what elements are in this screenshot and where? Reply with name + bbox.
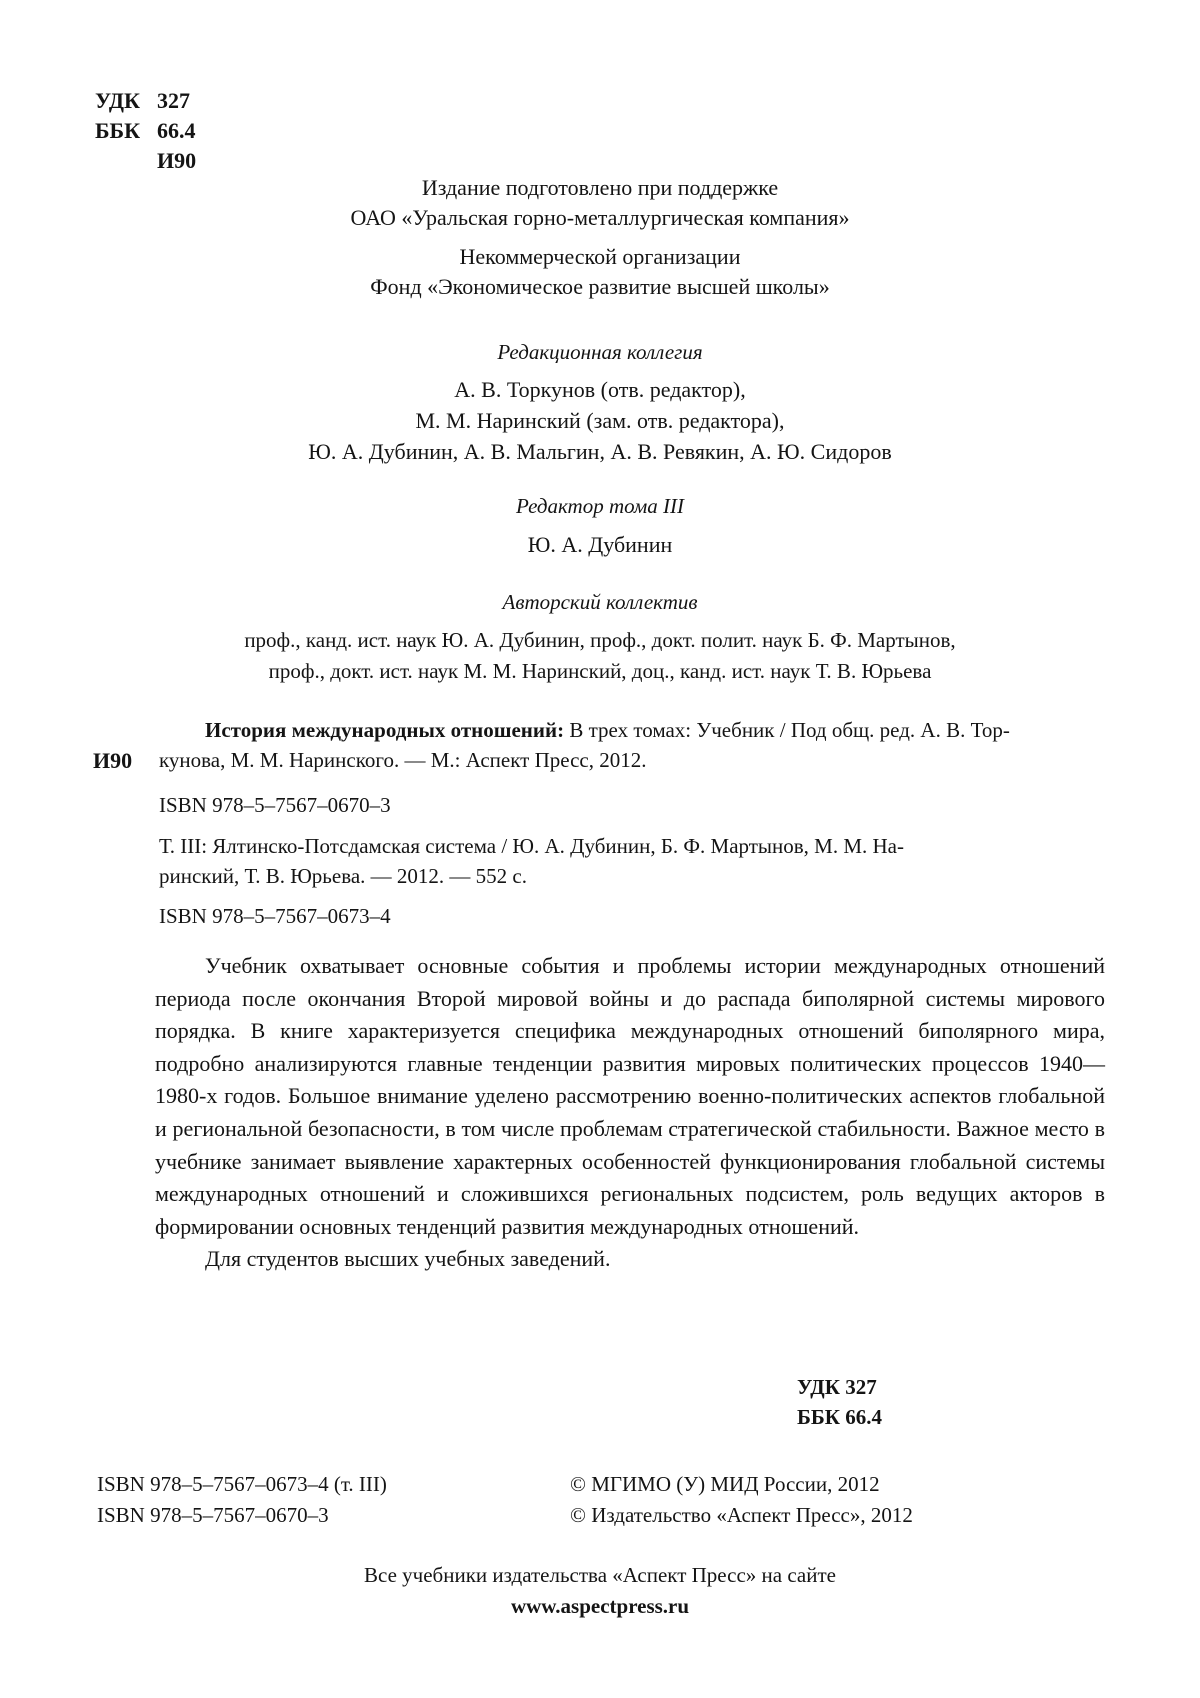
annotation-audience: Для студентов высших учебных заведений. <box>205 1246 611 1272</box>
authors-line-1: проф., канд. ист. наук Ю. А. Дубинин, проф., докт. полит. наук Б. Ф. Мартынов, <box>244 628 956 652</box>
udk-block <box>95 86 196 176</box>
bbk-bottom: ББК 66.4 <box>797 1405 882 1429</box>
author-mark: И90 <box>157 148 197 173</box>
editorial-board-heading: Редакционная коллегия <box>497 340 703 364</box>
support-line-3: Некоммерческой организации <box>459 244 741 269</box>
volume-editor-heading: Редактор тома III <box>516 494 684 518</box>
support-line-4: Фонд «Экономическое развитие высшей школы» <box>370 274 830 299</box>
footer-url: www.aspectpress.ru <box>510 1594 690 1618</box>
isbn-set: ISBN 978–5–7567–0670–3 <box>159 793 391 817</box>
bibliography-mark: И90 <box>93 748 133 773</box>
isbn-set-bottom: ISBN 978–5–7567–0670–3 <box>97 1503 329 1527</box>
udk-bottom: УДК 327 <box>797 1375 877 1399</box>
annotation-paragraph: Учебник охватывает основные события и проблемы истории международных отношений периода после окончания Второй мировой войны и до распада биполярной системы мирового порядка. В книге характеризуется специфика международных отношений биполярного мира, подробно анализируются главные тенденции развития мировых политических процессов 1940—1980-х годов. Большое внимание уделено рассмотрению военно-политических аспектов глобальной и региональной безопасности, в том числе проблемам стратегической стабильности. Важное место в учебнике занимает выявление характерных особенностей функционирования глобальной системы международных отношений и сложившихся региональных подсистем, роль ведущих акторов в формировании основных тенденций развития международных отношений. <box>155 953 1105 1239</box>
copyright-mgimo: © МГИМО (У) МИД России, 2012 <box>570 1472 880 1496</box>
footer-line: Все учебники издательства «Аспект Пресс» на сайте <box>364 1563 836 1587</box>
support-line-1: Издание подготовлено при поддержке <box>421 175 779 200</box>
copyright-aspect-press: © Издательство «Аспект Пресс», 2012 <box>570 1503 913 1527</box>
volume-line-1: Т. III: Ялтинско-Потсдамская система / Ю. А. Дубинин, Б. Ф. Мартынов, М. М. На- <box>159 834 904 858</box>
editorial-board-line-3: Ю. А. Дубинин, А. В. Мальгин, А. В. Ревякин, А. Ю. Сидоров <box>308 439 892 464</box>
annotation <box>155 950 1105 1276</box>
authors-heading: Авторский коллектив <box>502 590 698 614</box>
editorial-board-line-2: М. М. Наринский (зам. отв. редактора), <box>415 408 785 433</box>
isbn-volume-3: ISBN 978–5–7567–0673–4 (т. III) <box>97 1472 387 1496</box>
bibliography-title <box>205 718 1010 743</box>
bibliography-line-2: кунова, М. М. Наринского. — М.: Аспект Пресс, 2012. <box>159 748 647 772</box>
editorial-board-line-1: А. В. Торкунов (отв. редактор), <box>454 377 746 402</box>
support-line-2: ОАО «Уральская горно-металлургическая компания» <box>350 205 850 230</box>
bbk-value: 66.4 <box>157 118 196 143</box>
bibliography-title-bold: История международных отношений: <box>205 718 565 742</box>
bbk-label: ББК <box>95 118 141 143</box>
authors-line-2: проф., докт. ист. наук М. М. Наринский, доц., канд. ист. наук Т. В. Юрьева <box>268 659 932 683</box>
udk-label: УДК <box>95 88 141 113</box>
bibliography-title-rest: В трех томах: Учебник / Под общ. ред. А. В. Тор- <box>564 718 1010 742</box>
isbn-volume: ISBN 978–5–7567–0673–4 <box>159 904 391 928</box>
udk-value: 327 <box>157 88 190 113</box>
volume-editor-name: Ю. А. Дубинин <box>527 532 673 557</box>
volume-line-2: ринский, Т. В. Юрьева. — 2012. — 552 с. <box>159 864 527 888</box>
